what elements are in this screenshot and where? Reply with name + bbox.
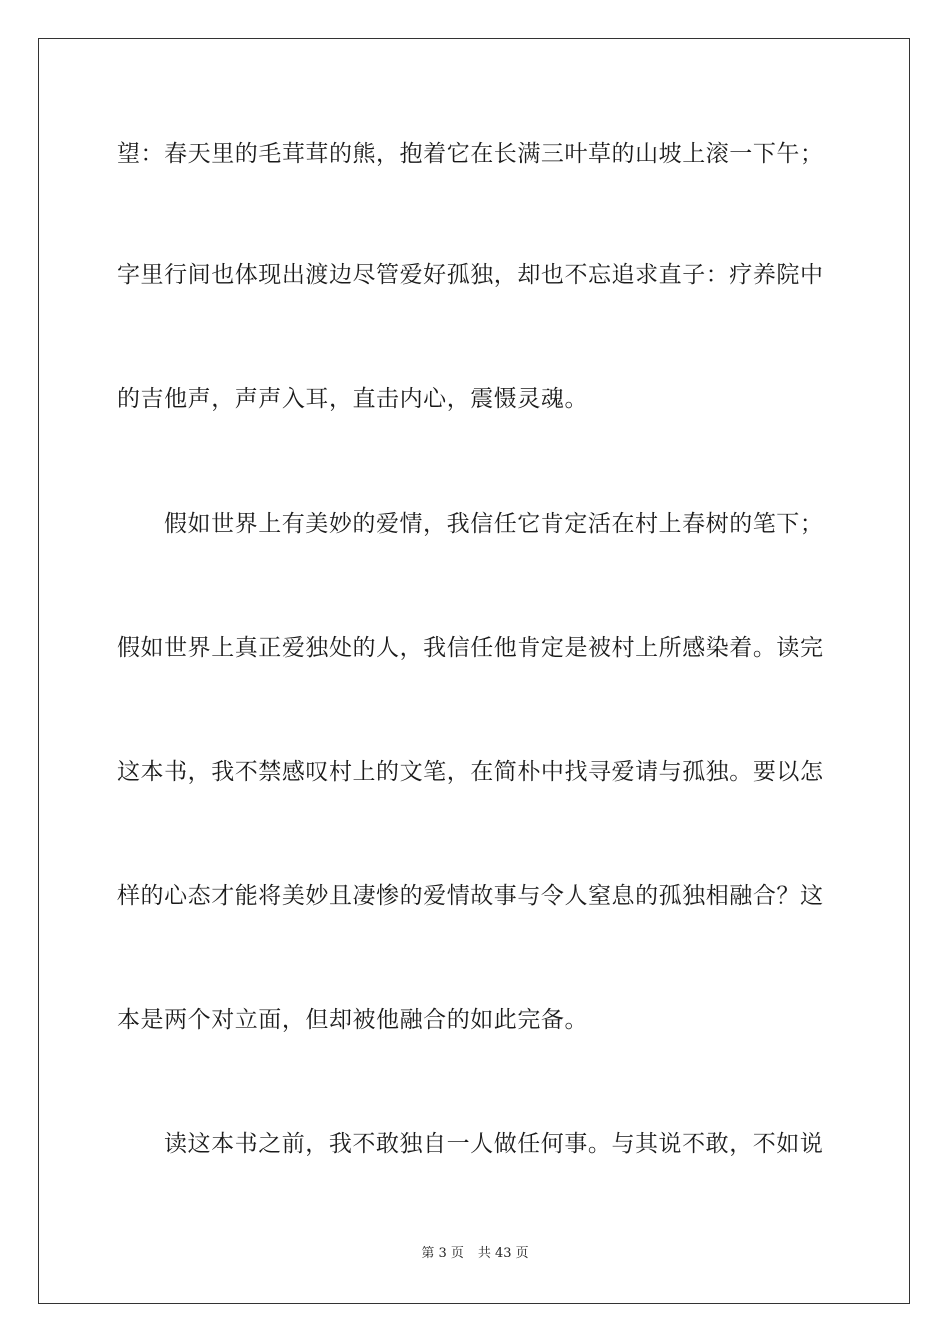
paragraph-line: 假如世界上真正爱独处的人，我信任他肯定是被村上所感染着。读完 (117, 635, 824, 661)
page-footer (0, 1245, 950, 1263)
paragraph-line: 这本书，我不禁感叹村上的文笔，在简朴中找寻爱请与孤独。要以怎 (117, 759, 824, 785)
paragraph-line: 假如世界上有美妙的爱情，我信任它肯定活在村上春树的笔下； (164, 511, 824, 537)
paragraph-line: 读这本书之前，我不敢独自一人做任何事。与其说不敢，不如说 (164, 1131, 824, 1157)
paragraph-line: 样的心态才能将美妙且凄惨的爱情故事与令人窒息的孤独相融合？这 (117, 883, 824, 909)
paragraph-line: 本是两个对立面，但却被他融合的如此完备。 (117, 1007, 588, 1033)
paragraph-line: 望：春天里的毛茸茸的熊，抱着它在长满三叶草的山坡上滚一下午； (117, 141, 824, 167)
page-number: 第 3 页 (421, 1246, 464, 1261)
paragraph-line: 字里行间也体现出渡边尽管爱好孤独，却也不忘追求直子：疗养院中 (117, 262, 824, 288)
page-border (38, 38, 910, 1304)
paragraph-line: 的吉他声，声声入耳，直击内心，震慑灵魂。 (117, 386, 588, 412)
page-total: 共 43 页 (477, 1246, 529, 1261)
